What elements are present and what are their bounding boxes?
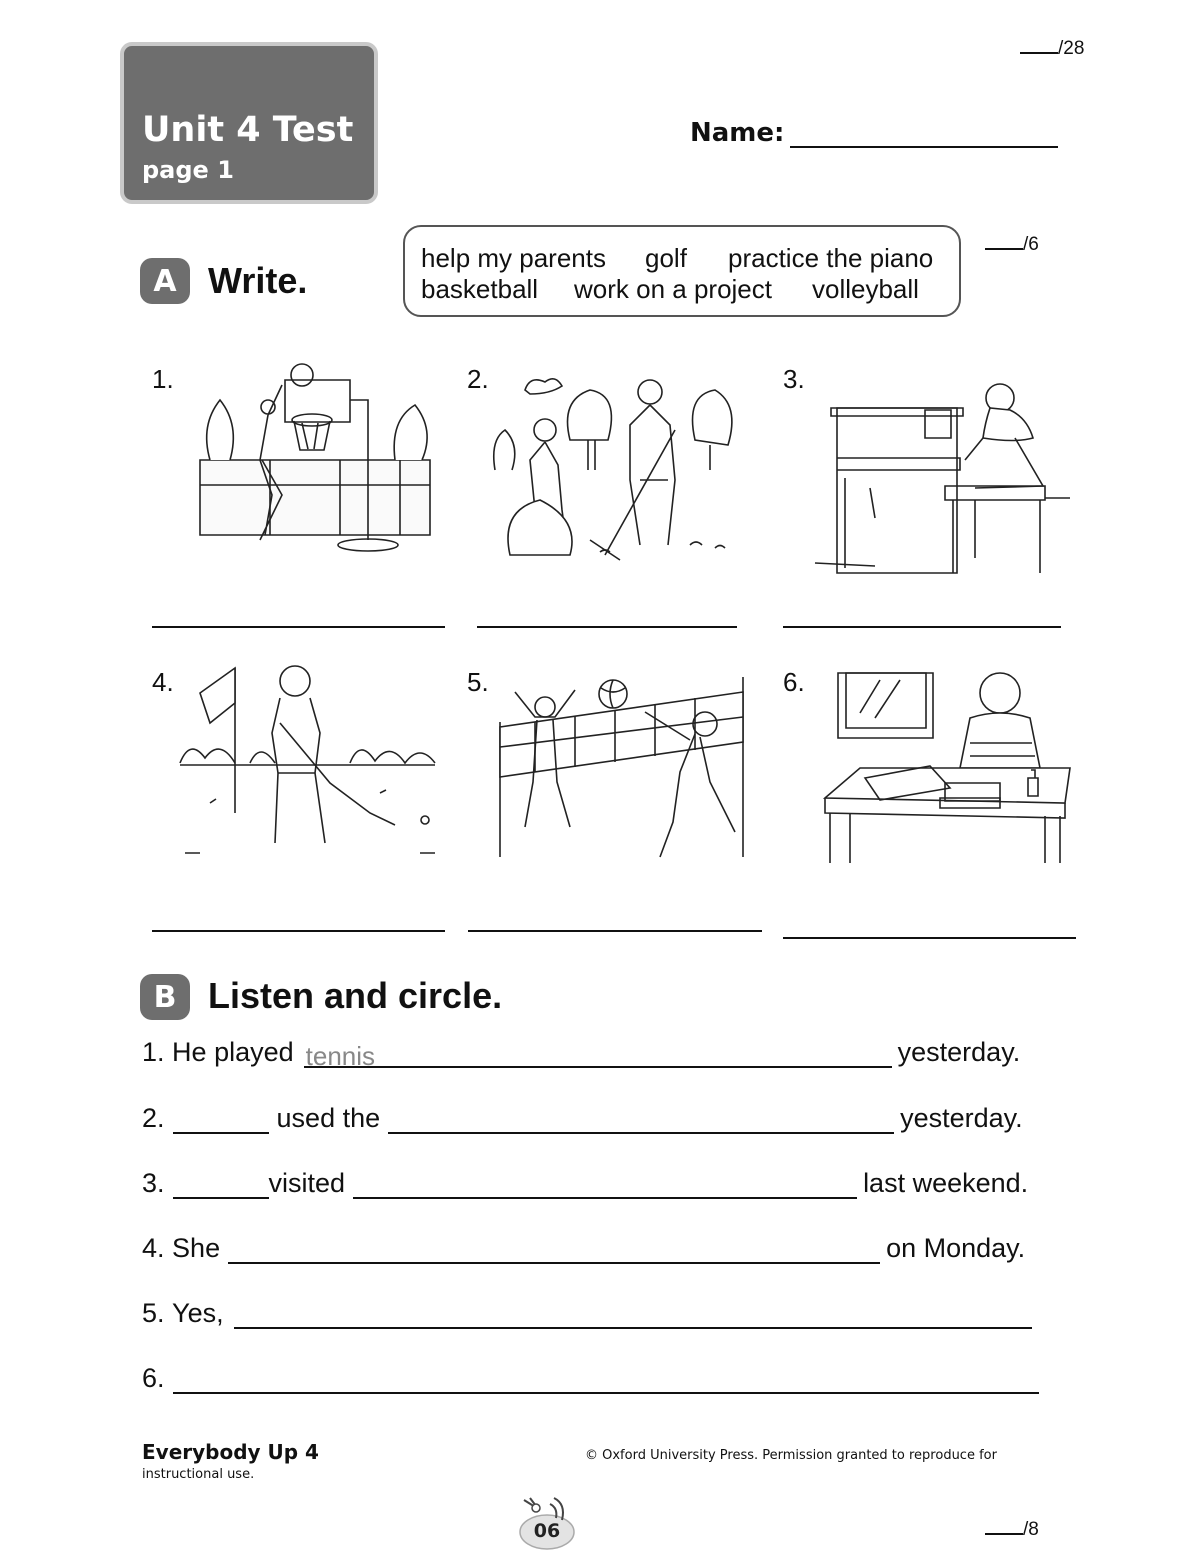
word-bank-item: help my parents bbox=[421, 243, 606, 273]
total-score-value: /28 bbox=[1058, 38, 1085, 59]
unit-title-box bbox=[120, 42, 378, 204]
item-number: 6. bbox=[142, 1363, 165, 1393]
answer-line-4[interactable] bbox=[152, 930, 445, 932]
listen-item-4 bbox=[142, 1230, 1025, 1264]
row-suffix: yesterday. bbox=[900, 1103, 1023, 1133]
copyright-notice: © Oxford University Press. Permission granted to reproduce for bbox=[585, 1448, 997, 1463]
item-number: 5. bbox=[467, 667, 489, 697]
row-suffix: yesterday. bbox=[897, 1037, 1021, 1067]
score-blank[interactable] bbox=[985, 232, 1023, 250]
section-a-score-value: /6 bbox=[1023, 234, 1039, 255]
answer-blank[interactable] bbox=[173, 1360, 1039, 1394]
item-number: 1. bbox=[152, 364, 174, 394]
listen-item-2 bbox=[142, 1100, 1023, 1134]
answer-line-3[interactable] bbox=[783, 626, 1061, 628]
row-prefix: Yes, bbox=[172, 1298, 224, 1328]
sample-answer: tennis bbox=[305, 1041, 376, 1071]
answer-blank[interactable] bbox=[234, 1295, 1032, 1329]
item-number: 2. bbox=[142, 1103, 165, 1133]
audio-track-badge bbox=[516, 1492, 578, 1550]
basketball-icon bbox=[190, 365, 440, 560]
section-a-score bbox=[985, 232, 1039, 256]
answer-blank[interactable] bbox=[173, 1165, 269, 1199]
listen-item-3 bbox=[142, 1165, 1028, 1199]
section-b-title: Listen and circle. bbox=[208, 975, 503, 1016]
volleyball-icon bbox=[495, 672, 750, 862]
word-bank-item: work on a project bbox=[574, 274, 772, 304]
footer-brand: Everybody Up 4 bbox=[142, 1440, 319, 1464]
name-label: Name: bbox=[690, 118, 785, 148]
listen-item-5 bbox=[142, 1295, 1038, 1329]
item-number: 6. bbox=[783, 667, 805, 697]
answer-line-6[interactable] bbox=[783, 937, 1076, 939]
total-score bbox=[1020, 36, 1084, 60]
section-a-title bbox=[208, 260, 307, 302]
item-number: 3. bbox=[142, 1168, 165, 1198]
row-prefix: He played bbox=[172, 1037, 294, 1067]
section-b-score-value: /8 bbox=[1023, 1519, 1039, 1540]
item-number: 1. bbox=[142, 1037, 165, 1067]
answer-blank[interactable] bbox=[173, 1100, 269, 1134]
item-number: 4. bbox=[142, 1233, 165, 1263]
item-number: 2. bbox=[467, 364, 489, 394]
item-number: 3. bbox=[783, 364, 805, 394]
answer-line-2[interactable] bbox=[477, 626, 737, 628]
raking-leaves-icon bbox=[490, 370, 745, 565]
audio-track-number: 06 bbox=[533, 1520, 561, 1542]
answer-blank[interactable] bbox=[228, 1230, 880, 1264]
footer-note: instructional use. bbox=[142, 1467, 255, 1482]
section-b-badge: B bbox=[140, 974, 190, 1020]
section-b-score bbox=[985, 1517, 1039, 1541]
listen-item-1 bbox=[142, 1034, 1021, 1071]
item-number: 5. bbox=[142, 1298, 165, 1328]
answer-blank[interactable] bbox=[388, 1100, 894, 1134]
listen-item-6 bbox=[142, 1360, 1045, 1394]
word-bank-item: basketball bbox=[421, 274, 539, 304]
section-a-title-text: Write bbox=[208, 260, 298, 301]
name-field[interactable] bbox=[790, 146, 1058, 148]
piano-icon bbox=[815, 378, 1070, 578]
score-blank[interactable] bbox=[985, 1517, 1023, 1535]
row-prefix: She bbox=[172, 1233, 221, 1263]
row-suffix: on Monday. bbox=[886, 1233, 1026, 1263]
word-bank-item: practice the piano bbox=[728, 243, 934, 273]
page-subtitle: page 1 bbox=[142, 156, 234, 184]
desk-project-icon bbox=[820, 668, 1075, 866]
golf-icon bbox=[180, 663, 440, 858]
answer-blank[interactable] bbox=[353, 1165, 857, 1199]
answer-blank[interactable] bbox=[304, 1034, 892, 1071]
word-bank bbox=[403, 225, 961, 317]
row-suffix: last weekend. bbox=[863, 1168, 1029, 1198]
section-a-badge: A bbox=[140, 258, 190, 304]
row-middle: used the bbox=[276, 1103, 381, 1133]
answer-line-5[interactable] bbox=[468, 930, 762, 932]
answer-line-1[interactable] bbox=[152, 626, 445, 628]
page-title: Unit 4 Test bbox=[142, 110, 354, 150]
word-bank-item: golf bbox=[645, 243, 687, 273]
item-number: 4. bbox=[152, 667, 174, 697]
row-middle: visited bbox=[268, 1168, 346, 1198]
word-bank-item: volleyball bbox=[812, 274, 919, 304]
section-a-title-dot: . bbox=[297, 260, 308, 301]
score-blank[interactable] bbox=[1020, 36, 1058, 54]
